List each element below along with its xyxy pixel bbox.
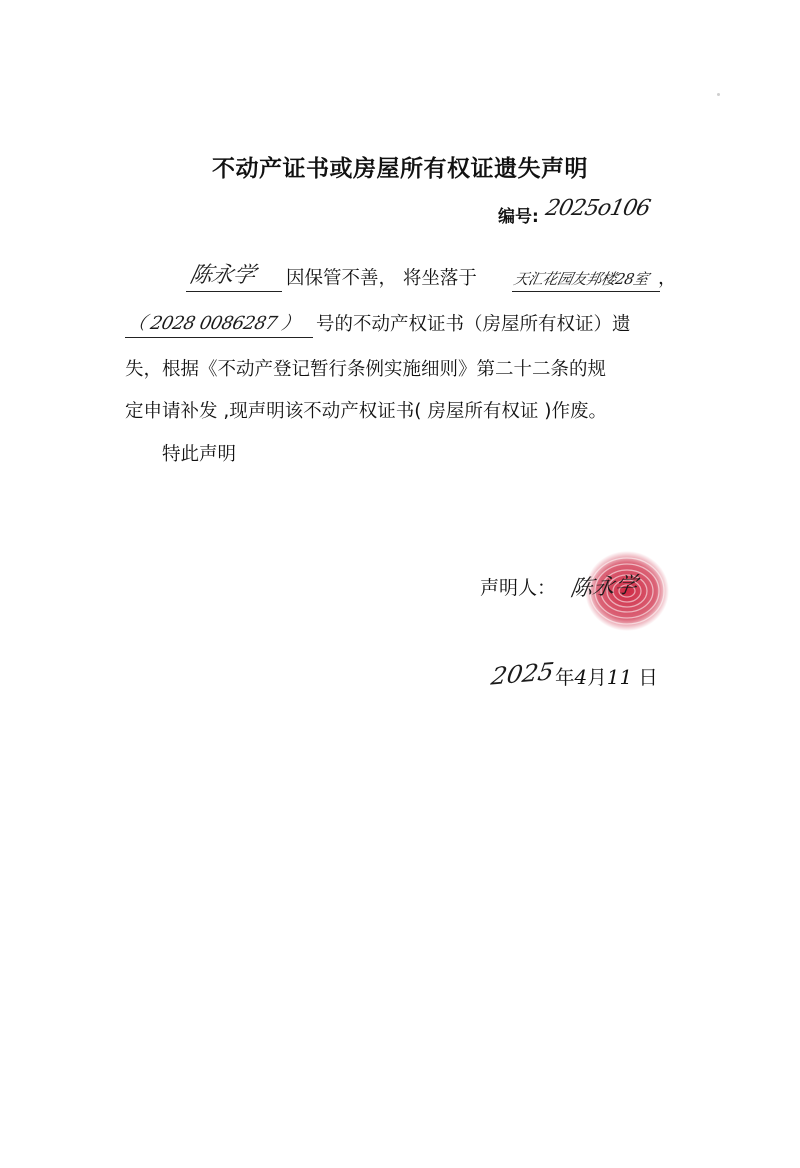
declarant-name-field: 陈永学 (187, 263, 258, 288)
date-year: 2025 (489, 657, 556, 691)
date-month-suffix: 月 (587, 666, 607, 689)
cert-number-field: （ 2028 0086287 ） (125, 313, 302, 334)
document-number-label: 编号: (498, 207, 539, 227)
date-year-suffix: 年 (555, 666, 575, 689)
body-line-1-text: 因保管不善， 将坐落于 (286, 268, 477, 289)
date-month: 4 (574, 665, 588, 689)
scan-speck (717, 93, 720, 96)
body-line-2 (0, 308, 800, 342)
document-number-value: 2025o106 (543, 196, 652, 221)
declarant-signature: 陈永学 (568, 573, 640, 602)
body-line-3: 失，根据《不动产登记暂行条例实施细则》第二十二条的规 (125, 359, 607, 380)
date-day-suffix: 日 (638, 666, 658, 689)
address-field: 天汇花园友邦楼28室 (512, 270, 651, 288)
closing-statement: 特此声明 (162, 444, 237, 465)
date-day: 11 (606, 665, 633, 689)
body-line-1-end: ， (658, 268, 677, 289)
date-line (555, 662, 658, 690)
body-line-1 (0, 262, 800, 296)
document-title: 不动产证书或房屋所有权证遗失声明 (212, 156, 588, 182)
body-line-2-text: 号的不动产权证书（房屋所有权证）遗 (316, 314, 631, 335)
declarant-label: 声明人： (480, 577, 557, 599)
body-line-4: 定申请补发 ,现声明该不动产权证书( 房屋所有权证 )作废。 (125, 401, 607, 422)
